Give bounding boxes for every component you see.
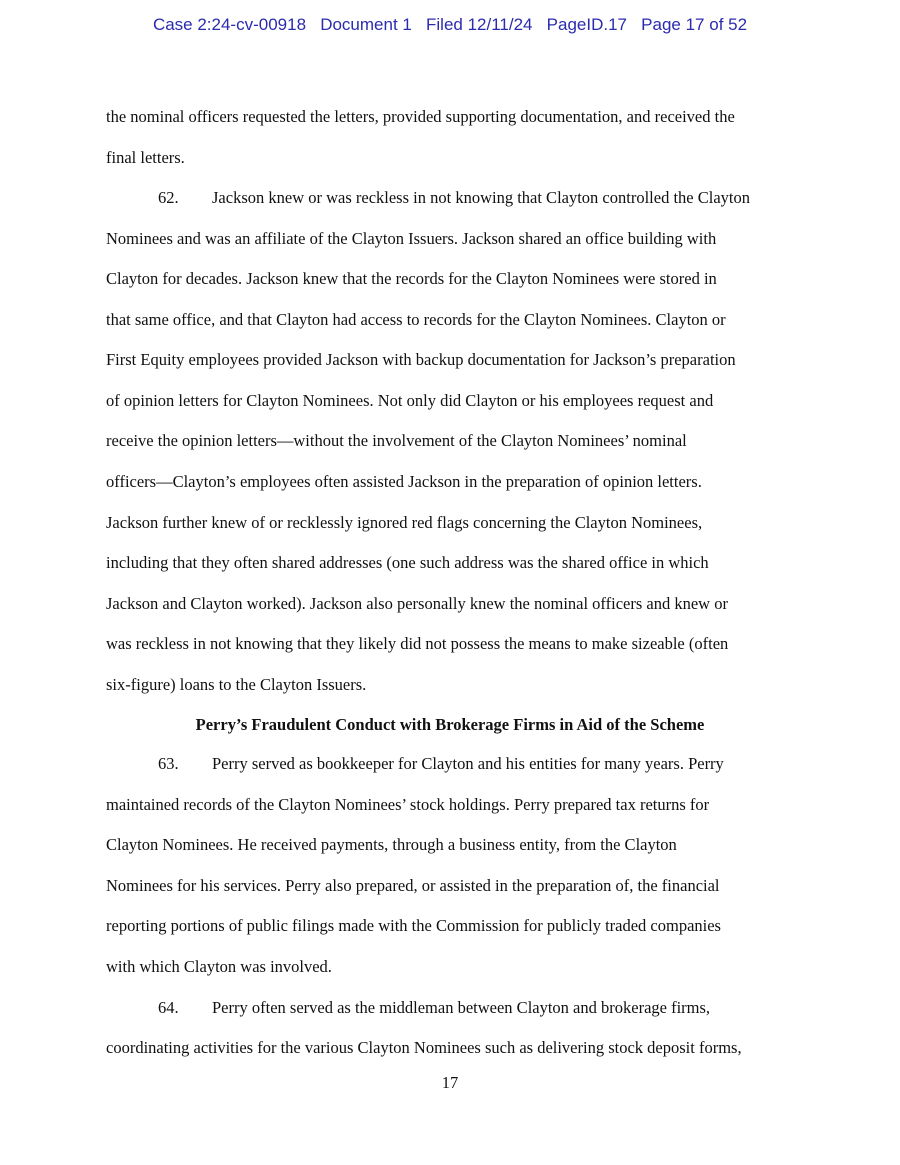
body-line: officers—Clayton’s employees often assisted Jackson in the preparation of opinion letters. — [106, 472, 702, 491]
body-line: with which Clayton was involved. — [106, 957, 332, 976]
paragraph-number-63: 63. — [158, 754, 179, 773]
body-line: receive the opinion letters—without the involvement of the Clayton Nominees’ nominal — [106, 431, 687, 450]
paragraph-number-64: 64. — [158, 998, 179, 1017]
page-number: 17 — [441, 1073, 459, 1092]
case-header: Case 2:24-cv-00918 Document 1 Filed 12/11/24 PageID.17 Page 17 of 52 — [152, 15, 748, 34]
body-line: that same office, and that Clayton had access to records for the Clayton Nominees. Clayton or — [106, 310, 726, 329]
body-line: Jackson and Clayton worked). Jackson also personally knew the nominal officers and knew or — [106, 594, 728, 613]
body-line: Perry often served as the middleman between Clayton and brokerage firms, — [212, 998, 711, 1017]
body-line: of opinion letters for Clayton Nominees. Not only did Clayton or his employees request and — [106, 391, 714, 410]
body-line: Nominees and was an affiliate of the Clayton Issuers. Jackson shared an office building with — [106, 229, 717, 248]
body-line: six-figure) loans to the Clayton Issuers. — [106, 675, 367, 694]
body-line: reporting portions of public filings made with the Commission for publicly traded companies — [106, 916, 721, 935]
body-line: Nominees for his services. Perry also prepared, or assisted in the preparation of, the financial — [106, 876, 720, 895]
body-line: coordinating activities for the various Clayton Nominees such as delivering stock deposit forms, — [106, 1038, 742, 1057]
body-line: the nominal officers requested the letters, provided supporting documentation, and received the — [106, 107, 735, 126]
paragraph-number-62: 62. — [158, 188, 179, 207]
body-line: final letters. — [106, 148, 185, 167]
body-line: maintained records of the Clayton Nominees’ stock holdings. Perry prepared tax returns for — [106, 795, 710, 814]
section-heading: Perry’s Fraudulent Conduct with Brokerage Firms in Aid of the Scheme — [195, 715, 705, 734]
body-line: Clayton for decades. Jackson knew that the records for the Clayton Nominees were stored in — [106, 269, 717, 288]
body-line: Perry served as bookkeeper for Clayton and his entities for many years. Perry — [212, 754, 724, 773]
body-line: including that they often shared addresses (one such address was the shared office in which — [106, 553, 709, 572]
body-line: Jackson knew or was reckless in not knowing that Clayton controlled the Clayton — [212, 188, 750, 207]
body-line: Clayton Nominees. He received payments, through a business entity, from the Clayton — [106, 835, 677, 854]
body-line: Jackson further knew of or recklessly ignored red flags concerning the Clayton Nominees, — [106, 513, 703, 532]
body-line: First Equity employees provided Jackson with backup documentation for Jackson’s preparation — [106, 350, 736, 369]
body-line: was reckless in not knowing that they likely did not possess the means to make sizeable (often — [106, 634, 729, 653]
